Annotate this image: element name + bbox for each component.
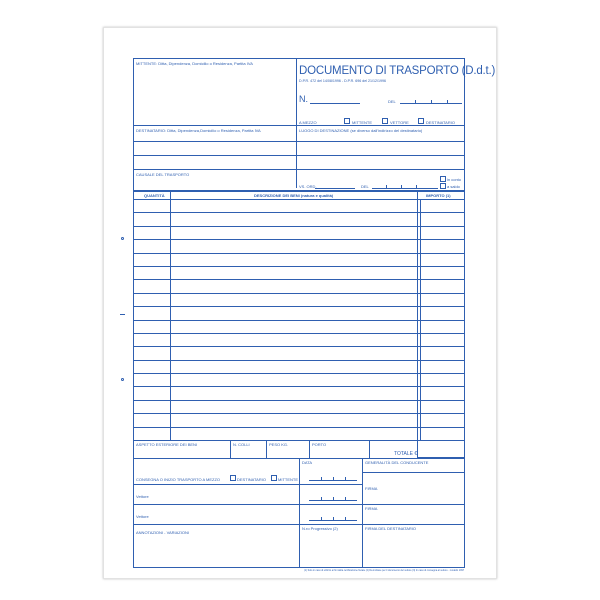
table-row-line xyxy=(133,266,465,267)
document-subtitle: D.P.R. 472 del 14/08/1996 - D.P.R. 696 del 21/12/1996 xyxy=(299,79,386,83)
carrier2-label: Vettore xyxy=(136,514,149,519)
delivery-option-sender: MITTENTE xyxy=(278,477,298,482)
option-sender-label: MITTENTE xyxy=(352,120,372,125)
carrier1-label: Vettore xyxy=(136,494,149,499)
document-title: DOCUMENTO DI TRASPORTO (D.d.t.) xyxy=(299,65,496,77)
delivery-option-recipient: DESTINATARIO xyxy=(237,477,266,482)
signature2-label: FIRMA xyxy=(365,506,378,511)
date-label: DEL xyxy=(388,99,396,104)
checkbox-balance[interactable] xyxy=(440,183,446,189)
recipient-signature-label: FIRMA DEL DESTINATARIO xyxy=(365,526,417,531)
notes-label: ANNOTAZIONI - VARIAZIONI xyxy=(136,530,189,535)
checkbox-on-account[interactable] xyxy=(440,176,446,182)
table-row-line xyxy=(133,333,465,334)
col-amount-header: IMPORTO (1) xyxy=(426,193,451,198)
number-label: N. xyxy=(299,94,308,104)
table-row-line xyxy=(133,226,465,227)
appearance-label: ASPETTO ESTERIORE DEI BENI xyxy=(136,442,198,447)
signature-label: FIRMA xyxy=(365,486,378,491)
checkbox-sender[interactable] xyxy=(344,118,350,124)
table-row-line xyxy=(133,413,465,414)
order-label: VS. ORD. xyxy=(299,184,317,189)
checkbox-delivery-recipient[interactable] xyxy=(230,475,236,481)
transport-document-sheet xyxy=(103,27,497,579)
checkbox-carrier[interactable] xyxy=(382,118,388,124)
table-row-line xyxy=(133,306,465,307)
option-recipient-label: DESTINATARIO xyxy=(426,120,455,125)
weight-label: PESO KG. xyxy=(269,442,289,447)
table-row-line xyxy=(133,346,465,347)
table-row-line xyxy=(133,293,465,294)
destination-label: LUOGO DI DESTINAZIONE (se diverso dall'indirizzo del destinatario) xyxy=(299,128,423,133)
table-row-line xyxy=(133,427,465,428)
table-row-line xyxy=(133,373,465,374)
sender-label: MITTENTE: Ditta, Dipendenza, Domicilio o Residenza, Partita IVA xyxy=(136,61,253,66)
table-row-line xyxy=(133,212,465,213)
table-row-line xyxy=(133,320,465,321)
reason-label: CAUSALE DEL TRASPORTO xyxy=(136,172,190,177)
progressive-number-label: N.ro Progressivo (2) xyxy=(302,526,338,531)
col-quantity-header: QUANTITÀ xyxy=(144,193,165,198)
recipient-label: DESTINATARIO: Ditta, Dipendenza,Domicilio o Residenza, Partita IVA xyxy=(136,128,261,133)
total-box[interactable] xyxy=(417,440,465,458)
delivery-date-label: DATA xyxy=(302,460,313,465)
option-on-account-label: in conto xyxy=(447,177,462,182)
driver-label: GENERALITÀ DEL CONDUCENTE xyxy=(365,460,429,465)
col-description-header: DESCRIZIONE DEI BENI (natura e qualità) xyxy=(254,193,334,198)
binder-hole-bottom xyxy=(121,378,124,381)
option-balance-label: a saldo xyxy=(447,184,460,189)
checkbox-recipient[interactable] xyxy=(418,118,424,124)
option-carrier-label: VETTORE xyxy=(390,120,409,125)
binder-hole-top xyxy=(121,237,124,240)
order-date-label: DEL xyxy=(361,184,369,189)
binder-center-mark xyxy=(120,314,125,315)
transport-by-label: A MEZZO xyxy=(299,120,317,125)
checkbox-delivery-sender[interactable] xyxy=(271,475,277,481)
table-row-line xyxy=(133,279,465,280)
table-row-line xyxy=(133,239,465,240)
table-row-line xyxy=(133,253,465,254)
footnote: (1) Solo in caso di utilizzo ai fini della certificazione fiscale (2) Da indicare per il documento del vettore (3) In caso di consegna al vettore · modello 1997 xyxy=(304,569,465,572)
carriage-label: PORTO xyxy=(312,442,327,447)
total-label: TOTALE € xyxy=(394,451,418,457)
table-row-line xyxy=(133,386,465,387)
packages-label: N. COLLI xyxy=(233,442,250,447)
delivery-start-label: CONSEGNA O INIZIO TRASPORTO A MEZZO xyxy=(136,477,221,482)
table-row-line xyxy=(133,400,465,401)
table-row-line xyxy=(133,360,465,361)
